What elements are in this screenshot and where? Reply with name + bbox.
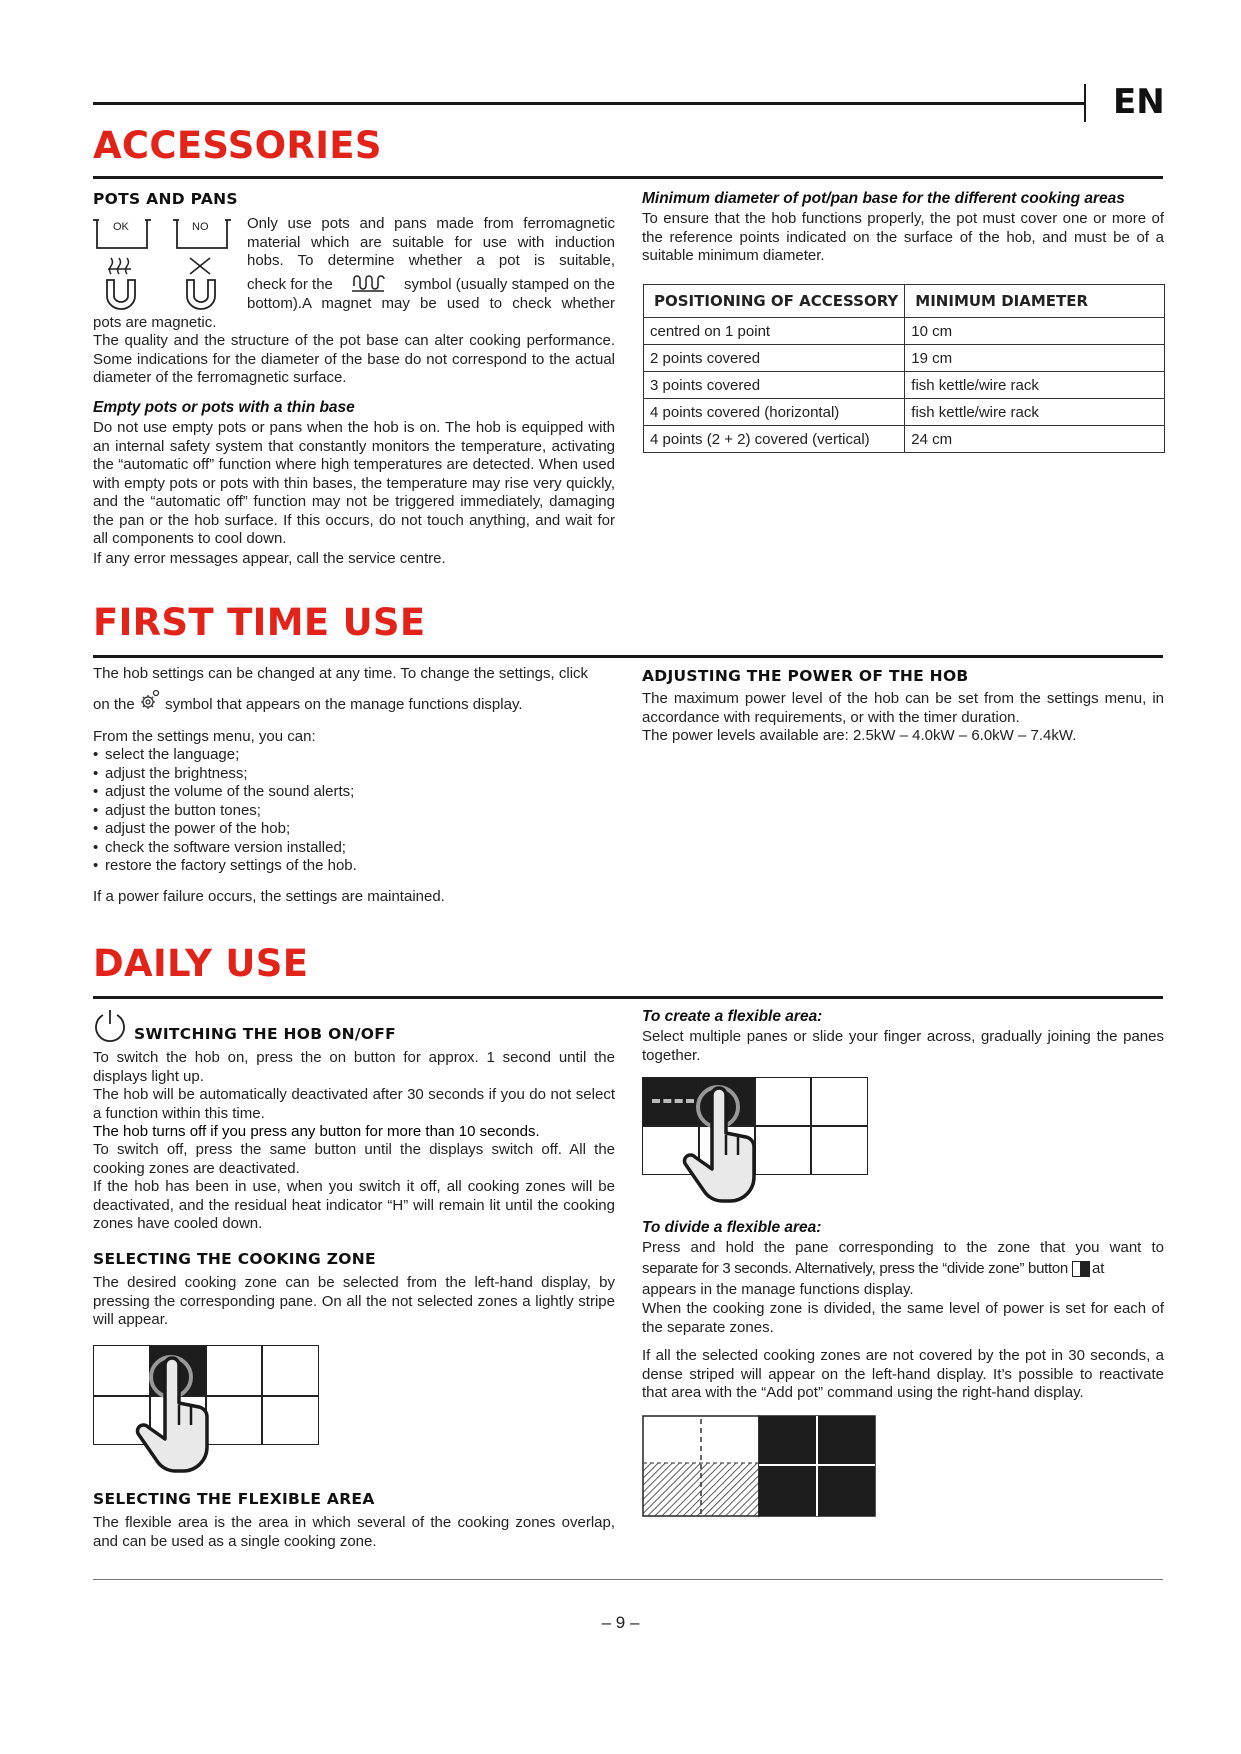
table-cell-position: 4 points covered (horizontal) bbox=[644, 399, 905, 426]
min-diameter-heading: Minimum diameter of pot/pan base for the different cooking areas bbox=[642, 190, 1125, 207]
min-diameter-text: To ensure that the hob functions properly, the pot must cover one or more of the reference points indicated on the surface of the hob, and must be of a suitable minimum diameter. bbox=[642, 210, 1164, 264]
settings-intro-2-post: symbol that appears on the manage functions display. bbox=[165, 696, 523, 713]
table-row bbox=[644, 399, 1165, 426]
gear-icon bbox=[139, 689, 161, 709]
list-item: • restore the factory settings of the hob. bbox=[93, 857, 357, 876]
quality-text: The quality and the structure of the pot base can alter cooking performance. Some indications for the diameter of the base do not correspond to the actual diameter of the ferromagnetic surface. bbox=[93, 332, 615, 386]
table-cell-diameter: fish kettle/wire rack bbox=[905, 372, 1165, 399]
adjusting-power-text: The maximum power level of the hob can be set from the settings menu, in accordance with requirements, or with the timer duration. bbox=[642, 690, 1164, 726]
pots-intro-line-1: Only use pots and pans made from ferromagnetic bbox=[247, 215, 615, 232]
table-row bbox=[644, 318, 1165, 345]
table-header-row bbox=[644, 285, 1165, 318]
create-flex-diagram bbox=[642, 1077, 868, 1177]
no-pot-icon bbox=[173, 214, 231, 310]
switching-text-4: To switch off, press the same button until the displays switch off. All the cooking zones are deactivated. bbox=[93, 1141, 615, 1177]
list-item: • select the language; bbox=[93, 746, 357, 765]
switching-text-2: The hob will be automatically deactivated after 30 seconds if you do not select a function within this time. bbox=[93, 1086, 615, 1122]
check-symbol-line bbox=[247, 272, 615, 294]
table-header-diameter: MINIMUM DIAMETER bbox=[905, 285, 1165, 318]
switching-text-5: If the hob has been in use, when you switch it off, all cooking zones will be deactivated, and the residual heat indicator “H” will remain lit until the cooking zones have cooled down. bbox=[93, 1178, 615, 1232]
first-time-use-title: FIRST TIME USE bbox=[93, 601, 426, 644]
page-number: – 9 – bbox=[601, 1613, 640, 1632]
divide-flex-line-2 bbox=[642, 1260, 1164, 1279]
settings-menu-intro: From the settings menu, you can: bbox=[93, 728, 316, 745]
pots-intro-line-2: material which are suitable for use with induction bbox=[247, 233, 615, 251]
settings-intro-2 bbox=[93, 689, 615, 715]
hand-pointer-icon bbox=[682, 1081, 772, 1216]
pots-intro bbox=[247, 215, 615, 271]
table-row bbox=[644, 345, 1165, 372]
settings-list bbox=[93, 746, 357, 876]
switching-text-1: To switch the hob on, press the on button for approx. 1 second until the displays light up. bbox=[93, 1049, 615, 1085]
table-cell-position: 4 points (2 + 2) covered (vertical) bbox=[644, 426, 905, 453]
accessories-title: ACCESSORIES bbox=[93, 124, 382, 167]
power-failure-text: If a power failure occurs, the settings are maintained. bbox=[93, 888, 445, 905]
zone-pane bbox=[810, 1125, 868, 1175]
table-cell-diameter: 24 cm bbox=[905, 426, 1165, 453]
pots-intro-line-3: hobs. To determine whether a pot is suitable, bbox=[247, 252, 615, 269]
list-item: • adjust the button tones; bbox=[93, 802, 357, 821]
table-row bbox=[644, 426, 1165, 453]
table-row bbox=[644, 372, 1165, 399]
header-rule bbox=[93, 102, 1086, 105]
check-post-text: symbol (usually stamped on the bbox=[404, 275, 615, 293]
create-flex-text: Select multiple panes or slide your finger across, gradually joining the panes together. bbox=[642, 1028, 1164, 1064]
accessory-diameter-table bbox=[643, 284, 1165, 453]
no-label: NO bbox=[192, 221, 209, 233]
power-icon bbox=[92, 1008, 128, 1044]
zone-pane bbox=[810, 1077, 868, 1127]
divide-flex-line-2-pre: separate for 3 seconds. Alternatively, press the “divide zone” button bbox=[642, 1260, 1068, 1277]
table-cell-diameter: 10 cm bbox=[905, 318, 1165, 345]
list-item: • adjust the volume of the sound alerts; bbox=[93, 783, 357, 802]
daily-use-rule bbox=[93, 996, 1163, 999]
switching-text-3: The hob turns off if you press any button for more than 10 seconds. bbox=[93, 1123, 540, 1140]
empty-pots-text: Do not use empty pots or pans when the hob is on. The hob is equipped with an internal safety system that constantly monitors the temperature, activating the “automatic off” function where high temperatures are detected. When used with empty pots or pots with thin bases, the temperature may rise very quickly, and the “automatic off” function may not be triggered immediately, damaging the pan or the hob surface. If this occurs, do not touch anything, and wait for all components to cool down. bbox=[93, 419, 615, 547]
empty-pots-heading: Empty pots or pots with a thin base bbox=[93, 399, 355, 416]
daily-use-title: DAILY USE bbox=[93, 942, 309, 985]
switching-heading: SWITCHING THE HOB ON/OFF bbox=[134, 1025, 397, 1043]
ok-label: OK bbox=[113, 221, 129, 233]
divide-flex-heading: To divide a flexible area: bbox=[642, 1219, 822, 1236]
language-label: EN bbox=[1113, 82, 1165, 122]
zone-pane bbox=[261, 1345, 319, 1397]
selecting-zone-heading: SELECTING THE COOKING ZONE bbox=[93, 1250, 376, 1268]
ok-pot-icon bbox=[93, 214, 151, 310]
table-cell-position: centred on 1 point bbox=[644, 318, 905, 345]
divided-zone-diagram bbox=[642, 1415, 876, 1517]
divided-zone-grid bbox=[642, 1415, 876, 1517]
table-cell-position: 3 points covered bbox=[644, 372, 905, 399]
header-tick bbox=[1084, 84, 1086, 122]
bottom-line: bottom).A magnet may be used to check whether bbox=[247, 295, 615, 312]
selecting-flex-heading: SELECTING THE FLEXIBLE AREA bbox=[93, 1490, 375, 1508]
check-pre-text: check for the bbox=[247, 275, 333, 293]
divide-flex-line-1: Press and hold the pane corresponding to the zone that you want to bbox=[642, 1239, 1164, 1256]
list-item: • adjust the power of the hob; bbox=[93, 820, 357, 839]
adjusting-power-heading: ADJUSTING THE POWER OF THE HOB bbox=[642, 667, 969, 685]
pots-pans-heading: POTS AND PANS bbox=[93, 190, 238, 208]
list-item: • adjust the brightness; bbox=[93, 765, 357, 784]
selecting-zone-text: The desired cooking zone can be selected from the left-hand display, by pressing the corresponding pane. On all the not selected zones a lightly stripe will appear. bbox=[93, 1274, 615, 1328]
zone-select-diagram bbox=[93, 1345, 319, 1445]
divide-zone-icon bbox=[1072, 1261, 1090, 1277]
table-cell-position: 2 points covered bbox=[644, 345, 905, 372]
table-header-positioning: POSITIONING OF ACCESSORY bbox=[644, 285, 905, 318]
footer-rule bbox=[93, 1579, 1163, 1580]
accessories-rule bbox=[93, 176, 1163, 179]
selecting-flex-text: The flexible area is the area in which several of the cooking zones overlap, and can be used as a single cooking zone. bbox=[93, 1514, 615, 1550]
settings-intro-2-pre: on the bbox=[93, 696, 135, 713]
power-levels-text: The power levels available are: 2.5kW – 4.0kW – 6.0kW – 7.4kW. bbox=[642, 727, 1077, 744]
settings-intro-1: The hob settings can be changed at any time. To change the settings, click bbox=[93, 665, 589, 682]
divide-flex-text-3: If all the selected cooking zones are not covered by the pot in 30 seconds, a dense striped will appear on the left-hand display. It’s possible to reactivate that area with the “Add pot” command using the right-hand display. bbox=[642, 1347, 1164, 1401]
error-message-text: If any error messages appear, call the service centre. bbox=[93, 550, 446, 567]
divide-flex-text-2: When the cooking zone is divided, the same level of power is set for each of the separate zones. bbox=[642, 1300, 1164, 1336]
divide-flex-line-3: appears in the manage functions display. bbox=[642, 1281, 914, 1298]
zone-pane bbox=[261, 1395, 319, 1445]
first-time-use-rule bbox=[93, 655, 1163, 658]
table-cell-diameter: fish kettle/wire rack bbox=[905, 399, 1165, 426]
table-cell-diameter: 19 cm bbox=[905, 345, 1165, 372]
list-item: • check the software version installed; bbox=[93, 839, 357, 858]
hand-pointer-icon bbox=[135, 1351, 225, 1486]
create-flex-heading: To create a flexible area: bbox=[642, 1008, 823, 1025]
divide-flex-line-2-post: at bbox=[1091, 1260, 1105, 1277]
induction-coil-icon bbox=[351, 272, 385, 294]
magnetic-line: pots are magnetic. bbox=[93, 314, 217, 331]
